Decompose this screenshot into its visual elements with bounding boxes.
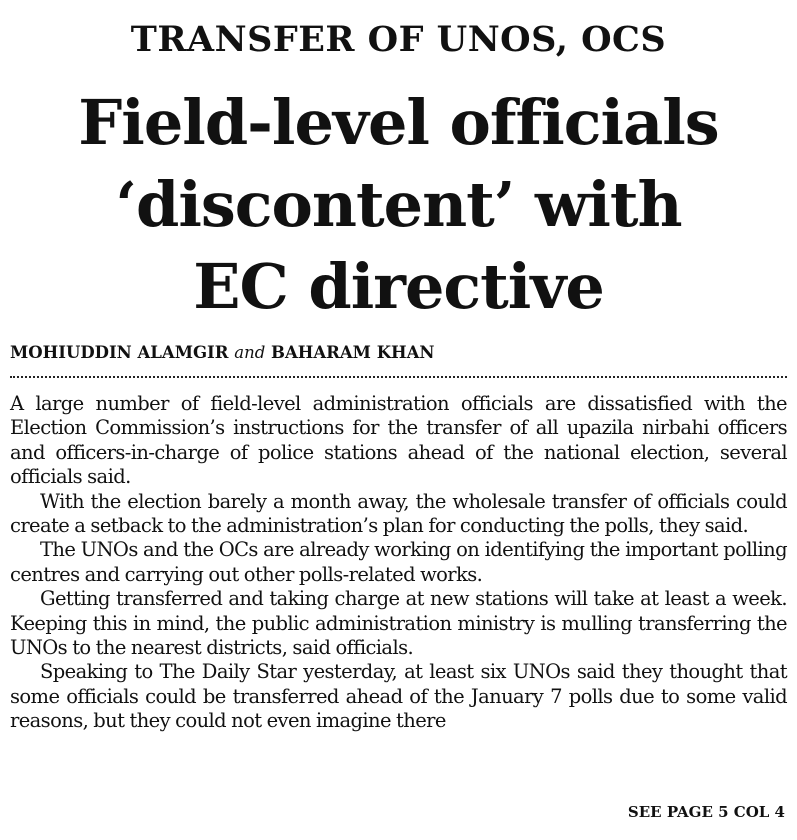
headline-line-3: EC directive [193, 250, 604, 323]
paragraph-3: The UNOs and the OCs are already working on identifying the important polling centres and carrying out other polls-related works. [10, 538, 787, 586]
paragraph-4: Getting transferred and taking charge at new stations will take at least a week. Keeping this in mind, the public administration ministry is mulling transferring the UNOs to the nearest districts, said officials. [10, 587, 787, 660]
headline-line-1: Field-level officials [78, 86, 719, 159]
article-body [10, 392, 787, 734]
paragraph-2: With the election barely a month away, the wholesale transfer of officials could create a setback to the administration’s plan for conducting the polls, they said. [10, 489, 787, 538]
kicker: TRANSFER OF UNOS, OCS [130, 19, 667, 60]
paragraph-1: A large number of field-level administration officials are dissatisfied with the Election Commission’s instructions for the transfer of all upazila nirbahi officers and officers-in-charge of police stations ahead of the national election, several officials said. [10, 392, 787, 489]
dotted-divider [10, 376, 787, 378]
byline [10, 341, 435, 365]
byline-conjunction: and [234, 343, 266, 362]
headline [0, 82, 797, 328]
paragraph-5: Speaking to The Daily Star yesterday, at least six UNOs said they thought that some officials could be transferred ahead of the January 7 polls due to some valid reasons, but they could not even imagine there [10, 660, 787, 733]
continued-label: SEE PAGE 5 COL 4 [627, 803, 785, 821]
byline-author-2: BAHARAM KHAN [271, 343, 435, 362]
headline-line-2: ‘discontent’ with [115, 168, 682, 241]
byline-author-1: MOHIUDDIN ALAMGIR [10, 343, 229, 362]
